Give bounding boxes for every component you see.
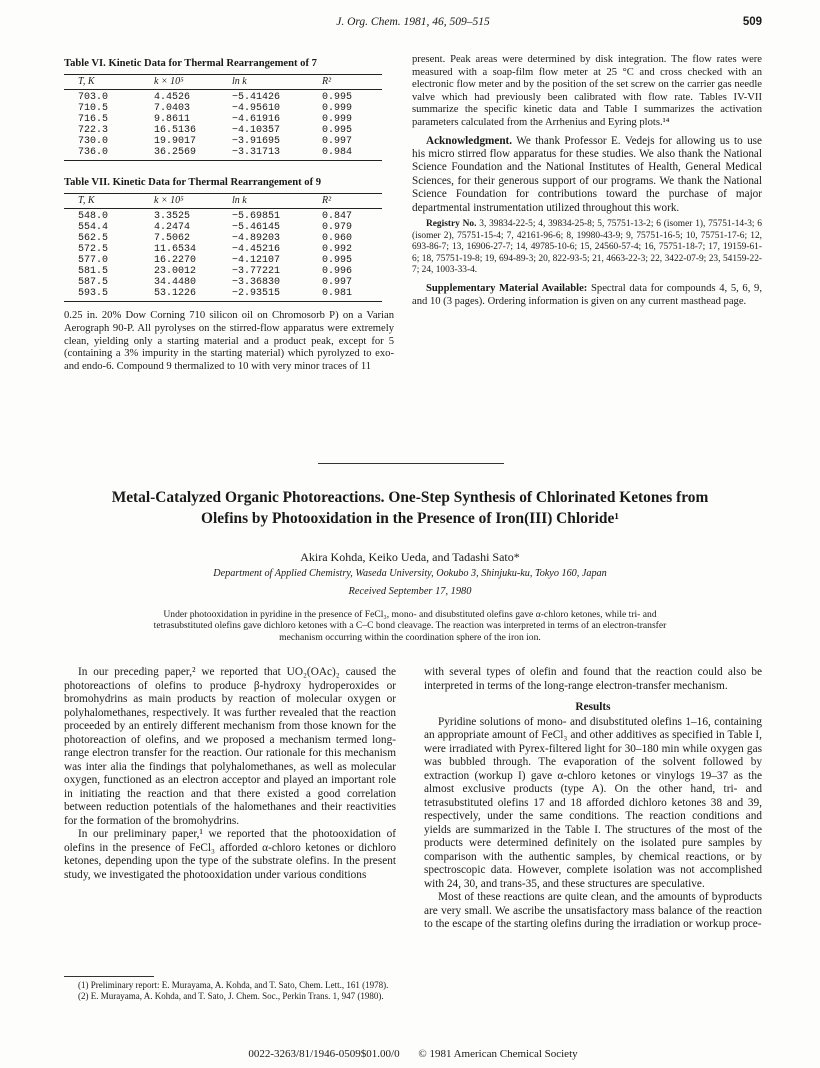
table7-cell: −5.69851 <box>232 211 281 223</box>
table6-cell: −5.41426 <box>232 92 281 104</box>
table6-cell: 9.8611 <box>154 114 191 126</box>
left-column-top <box>64 58 394 373</box>
table7-cell: −2.93515 <box>232 288 322 302</box>
body-paragraph: Pyridine solutions of mono- and disubstituted olefins 1–16, containing an appropriate amount of FeCl₃ and other additives as specified in Table I, were irradiated with Pyrex-filtered light for 30–180 min while oxygen gas was bubbled through. The evaporation of the solvent followed by extraction (workup I) gave α-chloro ketones or vinylogs 19–37 as the almost exclusive products (type A). On the other hand, tri- and tetrasubstituted olefins 17 and 18 afforded dichloro ketones 38 and 39, respectively, under the same conditions. The reaction conditions and yields are summarized in the Table I. The structures of the most of the products were determined definitely on the isolated pure samples by comparison with the authentic samples, by chemical reactions, or by spectroscopic data. However, complete isolation was not accomplished with 24, 30, and trans-35, and these structures are speculative. <box>424 715 762 890</box>
table6-row <box>64 147 382 161</box>
table7-cell: 577.0 <box>78 255 109 267</box>
table6-header-row <box>64 74 382 90</box>
supplementary-heading: Supplementary Material Available: <box>426 282 588 294</box>
table6-col-header: R² <box>322 74 382 90</box>
page-footer <box>64 1048 762 1060</box>
table7-col-header: ln k <box>232 193 322 209</box>
table7-cell: 34.4480 <box>154 277 197 289</box>
table7-col-header: T, K <box>64 193 146 209</box>
table7-cell: 572.5 <box>78 244 109 256</box>
table7-cell: 554.4 <box>78 222 109 234</box>
table7-cell: 23.0012 <box>154 266 197 278</box>
footnotes <box>64 980 396 1002</box>
page-number: 509 <box>742 16 762 28</box>
table7-header-row <box>64 193 382 209</box>
table7-row <box>64 288 382 302</box>
table6-cell: 19.9017 <box>154 136 197 148</box>
table6-cell: 722.3 <box>78 125 109 137</box>
table7-cell: 16.2270 <box>154 255 197 267</box>
table6-cell: 7.0403 <box>154 103 191 115</box>
table7-cell: 0.995 <box>322 255 353 267</box>
table6-cell: −4.10357 <box>232 125 281 137</box>
table6-cell: 0.995 <box>322 92 353 104</box>
experimental-text-right: present. Peak areas were determined by disk integration. The flow rates were measured with a soap-film flow meter at 25 °C and cross checked with an electronic flow meter and by the position of the set screw on the carrier gas needle valve which had previously been calibrated with flow rate. Tables IV-VII summarize the specific kinetic data and Table I summarizes the activation parameters calculated from the Arrhenius and Eyring plots.¹⁴ <box>412 54 762 128</box>
table7-row <box>64 209 382 223</box>
table7-cell: 0.847 <box>322 211 353 223</box>
body-paragraph: In our preceding paper,² we reported that UO₂(OAc)₂ caused the photoreactions of olefins to produce β-hydroxy hydroperoxides or bromohydrins as main products by reaction of molecular oxygen or polyhalomethanes, respectively. It was further revealed that the reaction proceeded by an entirely different mechanism from those known for the photoreaction of olefins, and we proposed a mechanism termed long-range electron transfer for the reaction. Our rationale for this mechanism was inter alia the findings that polyhalomethanes, as well as molecular oxygen, functioned as an electron acceptor and played an important role in initiating the reaction and that there existed a good correlation between reduction potentials of the halomethanes and their reactivities for the formation of the bromohydrins. <box>64 666 396 827</box>
article-title: Metal-Catalyzed Organic Photoreactions. One-Step Synthesis of Chlorinated Ketones from Olefins by Photooxidation in the Presence of Iron(III) Chloride¹ <box>111 489 709 527</box>
footnote-rule <box>64 976 154 977</box>
table6-cell: 0.984 <box>322 147 382 161</box>
table7-row <box>64 233 382 244</box>
table6-cell: −4.61916 <box>232 114 281 126</box>
body-left-column <box>64 666 396 882</box>
table6-row <box>64 90 382 104</box>
supplementary-text: Spectral data for compounds 4, 5, 6, 9, and 10 (3 pages). Ordering information is given on any current masthead page. <box>412 282 762 307</box>
body-paragraph: In our preliminary paper,¹ we reported that the photooxidation of olefins in the presence of FeCl₃ afforded α-chloro ketones or dichloro ketones, depending upon the type of the substrate olefins. In the present study, we investigated the photooxidation under various conditions <box>64 828 396 881</box>
table6-row <box>64 136 382 147</box>
footnote: (2) E. Murayama, A. Kohda, and T. Sato, J. Chem. Soc., Perkin Trans. 1, 947 (1980). <box>78 990 384 1001</box>
table6-cell: 716.5 <box>78 114 109 126</box>
running-header <box>64 16 762 32</box>
table7-body <box>64 209 382 302</box>
table6-row <box>64 125 382 136</box>
table7-row <box>64 277 382 288</box>
table6-cell: 0.997 <box>322 136 353 148</box>
table7-cell: 3.3525 <box>154 211 191 223</box>
table7-row <box>64 244 382 255</box>
table7-cell: 0.992 <box>322 244 353 256</box>
right-column-top <box>412 54 762 308</box>
table6-cell: −3.31713 <box>232 147 322 161</box>
table6-col-header: ln k <box>232 74 322 90</box>
body-continuation: with several types of olefin and found that the reaction could also be interpreted in terms of the long-range electron-transfer mechanism. <box>424 666 762 692</box>
supplementary-material <box>412 283 762 308</box>
table7-cell: 581.5 <box>78 266 109 278</box>
acknowledgment-heading: Acknowledgment. <box>426 134 513 147</box>
registry-numbers <box>412 219 762 277</box>
section-divider <box>318 463 504 464</box>
table7-row <box>64 255 382 266</box>
table6-cell: 703.0 <box>78 92 109 104</box>
table6-cell: 730.0 <box>78 136 109 148</box>
table7-col-header: R² <box>322 193 382 209</box>
table7-cell: 0.996 <box>322 266 353 278</box>
table6-cell: 36.2569 <box>146 147 232 161</box>
table6-cell: 16.5136 <box>154 125 197 137</box>
table7-cell: −3.77221 <box>232 266 281 278</box>
table6-cell: 710.5 <box>78 103 109 115</box>
article-affiliation: Department of Applied Chemistry, Waseda University, Ookubo 3, Shinjuku-ku, Tokyo 160, Japan <box>213 568 607 579</box>
table6-cell: 736.0 <box>64 147 146 161</box>
body-right-column <box>424 666 762 932</box>
table6-col-header: T, K <box>64 74 146 90</box>
table7 <box>64 193 382 303</box>
table6-cell: 0.999 <box>322 114 353 126</box>
experimental-text-left: 0.25 in. 20% Dow Corning 710 silicon oil on Chromosorb P) on a Varian Aerograph 90-P. All pyrolyses on the stirred-flow apparatus were extremely clean, yielding only a starting material and a product peak, except for 5 (containing a 3% impurity in the starting material) which pyrolyzed to exo- and endo-6. Compound 9 thermalized to 10 with very minor traces of 11 <box>64 310 394 372</box>
table7-cell: 587.5 <box>78 277 109 289</box>
table6-cell: 0.999 <box>322 103 353 115</box>
table6-body <box>64 90 382 161</box>
table6-cell: 4.4526 <box>154 92 191 104</box>
table6-row <box>64 103 382 114</box>
table7-cell: −4.89203 <box>232 233 281 245</box>
table7-col-header: k × 10⁵ <box>146 193 232 209</box>
table6-cell: 0.995 <box>322 125 353 137</box>
table7-cell: 53.1226 <box>146 288 232 302</box>
table6-col-header: k × 10⁵ <box>146 74 232 90</box>
article-code: 0022-3263/81/1946-0509$01.00/0 <box>248 1048 400 1060</box>
acknowledgment-text: We thank Professor E. Vedejs for allowing us to use his micro stirred flow apparatus for these studies. We also thank the National Science Foundation and the National Institutes of Health, General Medical Sciences, for their generous support of our programs. We thank the National Science Foundation for contributions toward the purchase of major departmental instrumentation utilized throughout this work. <box>412 134 762 214</box>
table7-cell: 11.6534 <box>154 244 197 256</box>
table7-cell: 0.997 <box>322 277 353 289</box>
table7-cell: 593.5 <box>64 288 146 302</box>
registry-heading: Registry No. <box>426 219 477 229</box>
table7-cell: −4.12107 <box>232 255 281 267</box>
results-heading: Results <box>575 701 611 713</box>
table7-cell: 562.5 <box>78 233 109 245</box>
table7-cell: 0.981 <box>322 288 382 302</box>
table7-cell: 548.0 <box>78 211 109 223</box>
table7-row <box>64 222 382 233</box>
table7-caption: Table VII. Kinetic Data for Thermal Rearrangement of 9 <box>64 177 322 189</box>
registry-text: 3, 39834-22-5; 4, 39834-25-8; 5, 75751-13-2; 6 (isomer 1), 75751-14-3; 6 (isomer 2), 75751-15-4; 7, 42161-96-6; 8, 19980-43-9; 9, 75751-16-5; 10, 75751-17-6; 12, 693-86-7; 13, 16906-27-7; 14, 49785-10-6; 15, 24560-57-4; 16, 75751-18-7; 17, 19159-61-6; 18, 75751-19-8; 19, 694-89-3; 20, 822-93-5; 21, 4663-22-3; 22, 3422-07-9; 23, 54159-22-7; 24, 1003-33-4. <box>412 219 762 276</box>
table7-cell: 0.979 <box>322 222 353 234</box>
abstract: Under photooxidation in pyridine in the presence of FeCl₃, mono- and disubstituted olefins gave α-chloro ketones, while tri- and tetrasubstituted olefins gave dichloro ketones with a C–C bond cleavage. The reaction was interpreted in terms of an electron-transfer mechanism occurring within the coordination sphere of the iron ion. <box>153 609 667 643</box>
table7-cell: −5.46145 <box>232 222 281 234</box>
table7-cell: −3.36830 <box>232 277 281 289</box>
copyright: © 1981 American Chemical Society <box>418 1048 578 1060</box>
acknowledgment <box>412 135 762 215</box>
table7-cell: 0.960 <box>322 233 353 245</box>
table7-cell: −4.45216 <box>232 244 281 256</box>
table6-cell: −3.91695 <box>232 136 281 148</box>
received-date: Received September 17, 1980 <box>348 586 472 597</box>
table7-row <box>64 266 382 277</box>
footnote: (1) Preliminary report: E. Murayama, A. Kohda, and T. Sato, Chem. Lett., 161 (1978). <box>78 980 389 990</box>
journal-citation: J. Org. Chem. 1981, 46, 509–515 <box>336 16 490 28</box>
table6-row <box>64 114 382 125</box>
table6 <box>64 74 382 162</box>
table7-cell: 7.5062 <box>154 233 191 245</box>
table6-caption: Table VI. Kinetic Data for Thermal Rearrangement of 7 <box>64 58 317 69</box>
body-paragraph: Most of these reactions are quite clean, and the amounts of byproducts are very small. We ascribe the unsatisfactory mass balance of the reaction to the escape of the starting olefins during the irradiation or workup proce- <box>424 891 762 930</box>
table7-cell: 4.2474 <box>154 222 191 234</box>
article-authors: Akira Kohda, Keiko Ueda, and Tadashi Sato* <box>300 550 520 564</box>
table6-cell: −4.95610 <box>232 103 281 115</box>
